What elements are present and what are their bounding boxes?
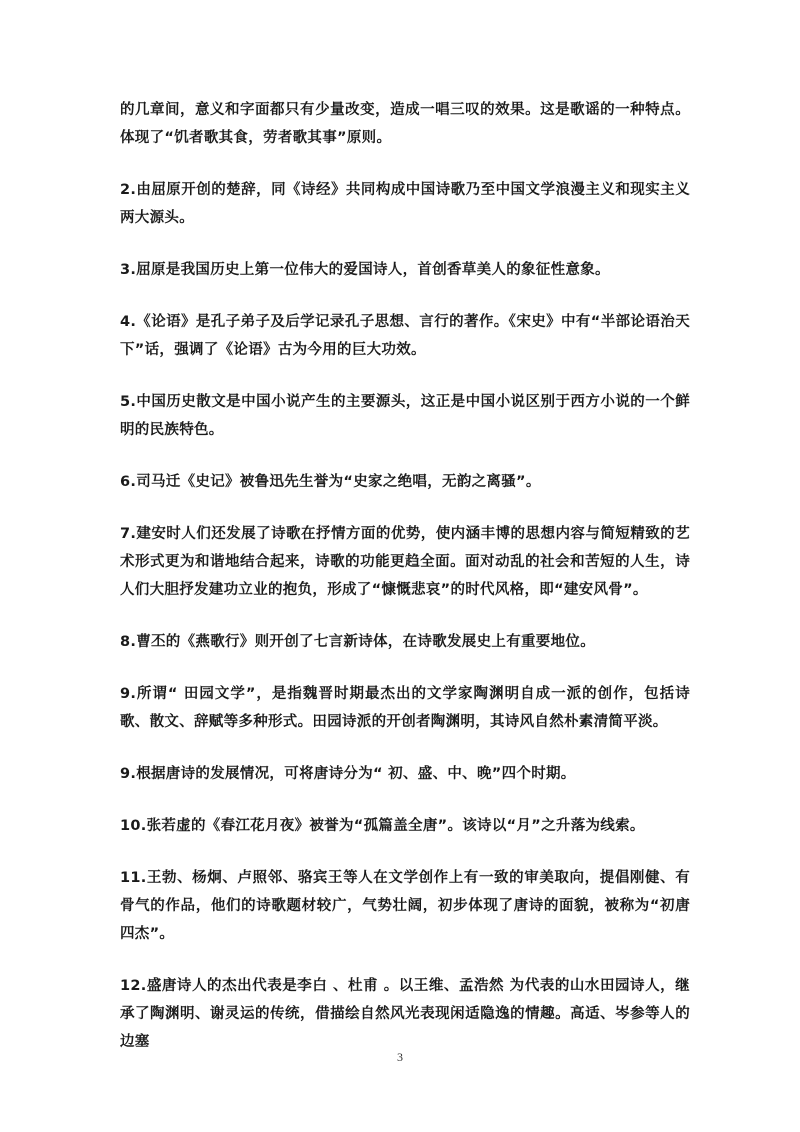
paragraph-item-10: 10.张若虚的《春江花月夜》被誉为“孤篇盖全唐”。该诗以“月”之升落为线索。	[120, 818, 645, 834]
paragraph-item-4: 4.《论语》是孔子弟子及后学记录孔子思想、言行的著作。《宋史》中有“半部论语治天下”话，强调了《论语》古为今用的巨大功效。	[120, 314, 690, 358]
paragraph-item-8: 8.曹丕的《燕歌行》则开创了七言新诗体，在诗歌发展史上有重要地位。	[120, 634, 595, 650]
page-number: 3	[397, 1050, 403, 1064]
paragraph-item-9a: 9.所谓“ 田园文学”，是指魏晋时期最杰出的文学家陶渊明自成一派的创作，包括诗歌、散文、辞赋等多种形式。田园诗派的开创者陶渊明，其诗风自然朴素清简平淡。	[120, 686, 690, 730]
paragraph-item-3: 3.屈原是我国历史上第一位伟大的爱国诗人，首创香草美人的象征性意象。	[120, 262, 610, 278]
paragraph-continuation: 的几章间，意义和字面都只有少量改变，造成一唱三叹的效果。这是歌谣的一种特点。体现了“饥者歌其食，劳者歌其事”原则。	[120, 102, 690, 146]
paragraph-item-12: 12.盛唐诗人的杰出代表是李白 、杜甫 。以王维、孟浩然 为代表的山水田园诗人，继承了陶渊明、谢灵运的传统，借描绘自然风光表现闲适隐逸的情趣。高适、岑参等人的边塞	[120, 978, 690, 1050]
paragraph-item-5: 5.中国历史散文是中国小说产生的主要源头，这正是中国小说区别于西方小说的一个鲜明的民族特色。	[120, 394, 690, 438]
paragraph-item-6: 6.司马迁《史记》被鲁迅先生誉为“史家之绝唱，无韵之离骚”。	[120, 474, 541, 490]
body-text	[120, 96, 690, 1080]
paragraph-item-9b: 9.根据唐诗的发展情况，可将唐诗分为“ 初、盛、中、晚”四个时期。	[120, 766, 576, 782]
paragraph-item-2: 2.由屈原开创的楚辞，同《诗经》共同构成中国诗歌乃至中国文学浪漫主义和现实主义两大源头。	[120, 182, 690, 226]
paragraph-item-11: 11.王勃、杨炯、卢照邻、骆宾王等人在文学创作上有一致的审美取向，提倡刚健、有骨气的作品，他们的诗歌题材较广，气势壮阔，初步体现了唐诗的面貌，被称为“初唐四杰”。	[120, 870, 690, 942]
paragraph-item-7: 7.建安时人们还发展了诗歌在抒情方面的优势，使内涵丰博的思想内容与简短精致的艺术形式更为和谐地结合起来，诗歌的功能更趋全面。面对动乱的社会和苦短的人生，诗人们大胆抒发建功立业的抱负，形成了“慷慨悲哀”的时代风格，即“建安风骨”。	[120, 526, 690, 598]
